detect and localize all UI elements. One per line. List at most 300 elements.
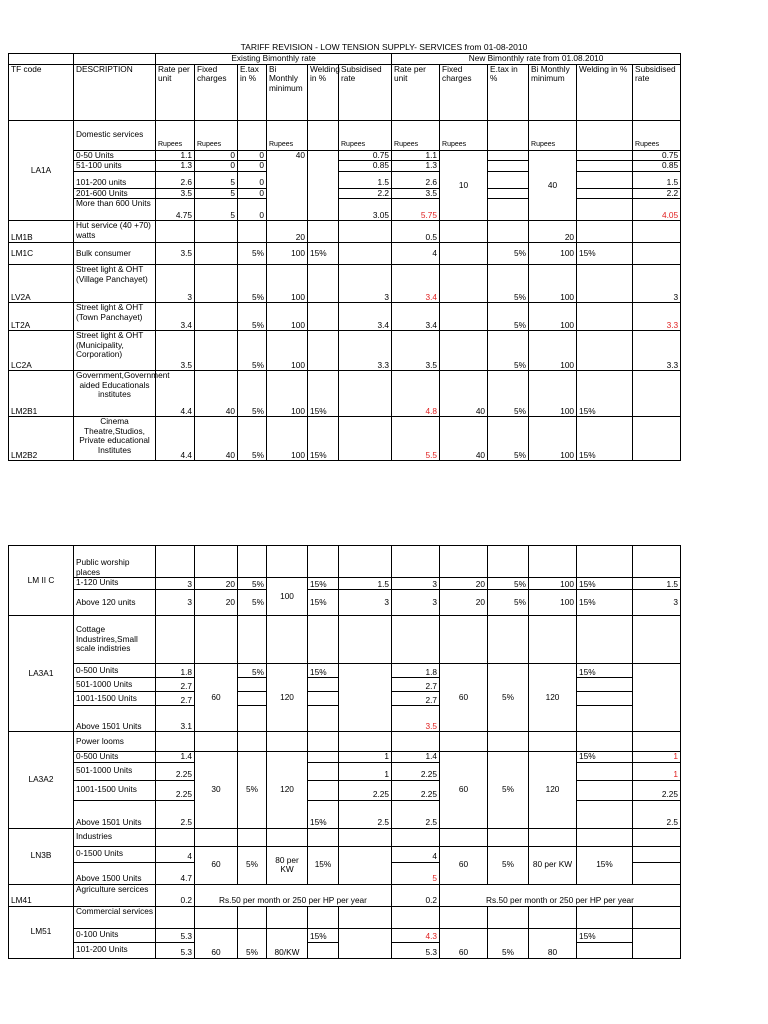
tf-code-lmiic: LM II C [9, 546, 74, 616]
new-group-header: New Bimonthly rate from 01.08.2010 [392, 54, 681, 65]
cell-value-revised: 3.4 [392, 265, 440, 303]
cell-value: 0 [195, 150, 238, 161]
cell-value: 3.4 [392, 303, 440, 331]
category-label: Domestic services [74, 120, 156, 150]
blank-cell [440, 906, 488, 928]
blank-cell [633, 906, 681, 928]
row-description: 0-100 Units [74, 928, 156, 942]
cell-value: 2.7 [156, 678, 195, 692]
blank-cell [577, 171, 633, 188]
blank-cell [577, 150, 633, 161]
row-description: Hut service (40 +70) watts [74, 221, 156, 243]
cell-value: 5 [195, 171, 238, 188]
cell-value [339, 221, 392, 243]
blank-cell [488, 828, 529, 846]
tf-code-la3a1: LA3A1 [9, 616, 74, 732]
table-row [9, 417, 681, 461]
cell-value: 4 [156, 846, 195, 862]
cell-value [577, 780, 633, 800]
cell-value: 20 [195, 590, 238, 616]
cell-value-revised: 5.5 [392, 417, 440, 461]
cell-value-revised: 5.75 [392, 199, 440, 221]
cell-value: 3.5 [156, 243, 195, 265]
cell-value: 120 [529, 664, 577, 732]
cell-value: 1.5 [633, 578, 681, 590]
cell-value: 100 [267, 417, 308, 461]
cell-value: 15% [308, 664, 339, 678]
blank-cell [308, 150, 339, 221]
cell-value: 0.85 [339, 161, 392, 172]
cell-value: 60 [195, 846, 238, 884]
cell-value [339, 371, 392, 417]
cell-value [440, 331, 488, 371]
tf-code: LM41 [9, 884, 74, 906]
cell-value [577, 265, 633, 303]
header-existing-etax: E.tax in % [238, 64, 267, 120]
table-row [9, 221, 681, 243]
cell-value: 3.1 [156, 706, 195, 732]
row-description: Above 1500 Units [74, 862, 156, 884]
cell-value: 20 [440, 590, 488, 616]
cell-value: 60 [440, 752, 488, 829]
blank-cell [488, 150, 529, 161]
cell-value: 2.25 [156, 762, 195, 780]
cell-value-revised: 4.8 [392, 371, 440, 417]
header-new-subsidised: Subsidised rate [633, 64, 681, 120]
cell-value: 3 [156, 265, 195, 303]
header-new-etax: E.tax in % [488, 64, 529, 120]
row-description: Above 1501 Units [74, 706, 156, 732]
blank-cell [308, 828, 339, 846]
cell-value: Rs.50 per month or 250 per HP per year [440, 884, 681, 906]
cell-value: 5 [195, 199, 238, 221]
cell-value: 60 [440, 928, 488, 958]
blank-cell [308, 678, 339, 692]
row-description: 501-1000 Units [74, 678, 156, 692]
tf-code-lm51: LM51 [9, 906, 74, 958]
unit-label: Rupees [156, 120, 195, 150]
tariff-table-lower [8, 545, 681, 959]
blank-cell [577, 546, 633, 578]
blank-cell [339, 828, 392, 846]
cell-value: 15% [577, 417, 633, 461]
cell-value: 2.5 [392, 800, 440, 828]
cell-value: 1.1 [156, 150, 195, 161]
cell-value: 3 [633, 265, 681, 303]
blank-cell [577, 199, 633, 221]
blank-cell [339, 664, 392, 732]
cell-value: 5% [238, 578, 267, 590]
cell-value: 15% [308, 371, 339, 417]
blank-cell [308, 706, 339, 732]
unit-label: Rupees [195, 120, 238, 150]
blank-cell [529, 732, 577, 752]
blank-cell [633, 862, 681, 884]
cell-value: 15% [577, 752, 633, 763]
blank-cell [577, 678, 633, 692]
cell-value [633, 221, 681, 243]
blank-cell [577, 828, 633, 846]
cell-value: 3.3 [339, 331, 392, 371]
blank-cell [238, 692, 267, 706]
tariff-table-upper [8, 53, 681, 461]
cell-value: 60 [440, 846, 488, 884]
blank-cell [529, 616, 577, 664]
cell-value-revised: 4.3 [392, 928, 440, 942]
cell-value [633, 371, 681, 417]
category-label: Power looms [74, 732, 156, 752]
cell-value [577, 800, 633, 828]
blank-cell [488, 906, 529, 928]
cell-value: 2.25 [156, 780, 195, 800]
cell-value: 5% [488, 928, 529, 958]
blank-cell [195, 906, 238, 928]
blank-cell [488, 188, 529, 199]
cell-value [308, 762, 339, 780]
row-description: Agriculture sercices [74, 884, 156, 906]
cell-value: 4.7 [156, 862, 195, 884]
blank-cell [238, 732, 267, 752]
cell-value: 5% [238, 371, 267, 417]
cell-value: 15% [577, 578, 633, 590]
cell-value: 5% [238, 331, 267, 371]
cell-value: 15% [308, 243, 339, 265]
blank-cell [339, 732, 392, 752]
existing-group-header: Existing Bimonthly rate [156, 54, 392, 65]
cell-value: 5% [238, 303, 267, 331]
cell-value: 5% [488, 752, 529, 829]
blank-cell [238, 616, 267, 664]
cell-value: 40 [195, 417, 238, 461]
header-existing-rate: Rate per unit [156, 64, 195, 120]
cell-value: 0.2 [392, 884, 440, 906]
cell-value: 0.2 [156, 884, 195, 906]
blank-cell [267, 546, 308, 578]
blank-cell [529, 546, 577, 578]
cell-value: 5% [488, 664, 529, 732]
row-description: 0-1500 Units [74, 846, 156, 862]
cell-value: 3.05 [339, 199, 392, 221]
cell-value: 2.5 [633, 800, 681, 828]
row-description: 101-200 units [74, 171, 156, 188]
blank-cell [577, 706, 633, 732]
blank-cell [238, 546, 267, 578]
cell-value: 100 [529, 371, 577, 417]
blank-cell [339, 906, 392, 928]
cell-value [156, 221, 195, 243]
cell-value: 5% [488, 265, 529, 303]
cell-value: 3.4 [339, 303, 392, 331]
cell-value: 40 [440, 417, 488, 461]
cell-value-revised: 4.05 [633, 199, 681, 221]
blank-cell [392, 732, 440, 752]
blank-cell [440, 732, 488, 752]
cell-value: 80/KW [267, 928, 308, 958]
cell-value: 3 [392, 590, 440, 616]
header-new-welding: Welding in % [577, 64, 633, 120]
cell-value: 3.5 [392, 331, 440, 371]
category-label: Public worship places [74, 546, 156, 578]
cell-value [195, 265, 238, 303]
cell-value: 5% [238, 752, 267, 829]
cell-value: 100 [267, 578, 308, 616]
cell-value: 1.5 [633, 171, 681, 188]
row-description: Government,Government aided Educationals institutes [74, 371, 156, 417]
blank-cell [577, 188, 633, 199]
cell-value: 120 [267, 752, 308, 829]
cell-value: 1.8 [156, 664, 195, 678]
cell-value [308, 303, 339, 331]
category-label: Cottage Industrires,Small scale indistries [74, 616, 156, 664]
cell-value: 40 [195, 371, 238, 417]
row-description: 0-50 Units [74, 150, 156, 161]
cell-value: 0.5 [392, 221, 440, 243]
cell-value: 0.75 [633, 150, 681, 161]
cell-value: 100 [529, 243, 577, 265]
cell-value [339, 243, 392, 265]
cell-value: 2.5 [339, 800, 392, 828]
row-description: 0-500 Units [74, 664, 156, 678]
unit-label: Rupees [440, 120, 488, 150]
cell-value: 15% [308, 928, 339, 942]
blank-cell [392, 828, 440, 846]
cell-value: 5% [238, 590, 267, 616]
header-new-bimonthly: Bi Monthly minimum [529, 64, 577, 120]
cell-value: 5% [488, 846, 529, 884]
cell-value: 1.3 [156, 161, 195, 172]
blank-cell [577, 906, 633, 928]
cell-value: 3 [633, 590, 681, 616]
unit-label: Rupees [339, 120, 392, 150]
header-new-fixed: Fixed charges [440, 64, 488, 120]
cell-value: 20 [529, 221, 577, 243]
tf-code: LM1B [9, 221, 74, 243]
cell-value-revised: 1 [633, 762, 681, 780]
cell-value: 0 [195, 161, 238, 172]
blank-cell [238, 706, 267, 732]
cell-value: 40 [267, 150, 308, 221]
page-title: TARIFF REVISION - LOW TENSION SUPPLY- SERVICES from 01-08-2010 [240, 42, 528, 52]
cell-value [633, 417, 681, 461]
cell-value [195, 331, 238, 371]
cell-value: 3 [156, 578, 195, 590]
table-row [9, 243, 681, 265]
blank-cell [156, 546, 195, 578]
cell-value-revised: 5 [392, 862, 440, 884]
cell-value: 30 [195, 752, 238, 829]
blank-cell [633, 828, 681, 846]
row-description: 1-120 Units [74, 578, 156, 590]
cell-value: 4 [392, 243, 440, 265]
table-row [9, 303, 681, 331]
cell-value [577, 762, 633, 780]
cell-value: 100 [529, 578, 577, 590]
header-description: DESCRIPTION [74, 64, 156, 120]
cell-value: 1 [339, 762, 392, 780]
cell-value: 60 [195, 928, 238, 958]
cell-value: 5% [238, 664, 267, 678]
cell-value: 40 [529, 150, 577, 221]
blank-cell [633, 732, 681, 752]
table-row [9, 331, 681, 371]
cell-value [308, 942, 339, 958]
cell-value: 60 [440, 664, 488, 732]
blank-cell [308, 732, 339, 752]
blank-cell [488, 732, 529, 752]
cell-value: 5% [488, 243, 529, 265]
cell-value: 3.5 [156, 188, 195, 199]
blank-cell [238, 120, 267, 150]
blank-cell [156, 906, 195, 928]
blank-cell [308, 546, 339, 578]
tf-code-la1a: LA1A [9, 120, 74, 221]
cell-value: 15% [308, 590, 339, 616]
blank-cell [488, 616, 529, 664]
header-tf-code: TF code [9, 64, 74, 120]
blank-cell [195, 546, 238, 578]
blank-cell [488, 546, 529, 578]
blank-cell [74, 54, 156, 65]
cell-value [577, 221, 633, 243]
cell-value: 20 [440, 578, 488, 590]
cell-value: 15% [308, 578, 339, 590]
blank-cell [308, 692, 339, 706]
cell-value: 3.3 [633, 331, 681, 371]
cell-value: 2.7 [392, 678, 440, 692]
cell-value: 2.6 [392, 171, 440, 188]
cell-value: 15% [308, 417, 339, 461]
blank-cell [339, 928, 392, 958]
blank-cell [156, 616, 195, 664]
blank-cell [267, 828, 308, 846]
cell-value: 2.7 [392, 692, 440, 706]
cell-value: 80 per KW [529, 846, 577, 884]
cell-value: 100 [267, 371, 308, 417]
cell-value: 2.25 [633, 780, 681, 800]
blank-cell [633, 546, 681, 578]
blank-cell [392, 616, 440, 664]
row-description: 0-500 Units [74, 752, 156, 763]
cell-value: 15% [577, 243, 633, 265]
cell-value: 80 per KW [267, 846, 308, 884]
cell-value: 15% [577, 846, 633, 884]
cell-value: 1.5 [339, 171, 392, 188]
cell-value: 40 [440, 371, 488, 417]
cell-value-revised: 3.5 [392, 706, 440, 732]
blank-cell [529, 828, 577, 846]
cell-value-revised: 1 [633, 752, 681, 763]
blank-cell [308, 120, 339, 150]
cell-value: 5% [238, 846, 267, 884]
blank-cell [267, 732, 308, 752]
cell-value: 20 [195, 578, 238, 590]
cell-value: 5.3 [156, 942, 195, 958]
cell-value [440, 303, 488, 331]
cell-value: 1.8 [392, 664, 440, 678]
cell-value: 3.5 [156, 331, 195, 371]
cell-value [577, 331, 633, 371]
blank-cell [440, 828, 488, 846]
cell-value: 0 [238, 161, 267, 172]
row-description: 1001-1500 Units [74, 780, 156, 800]
category-label: Commercial services [74, 906, 156, 928]
cell-value [440, 243, 488, 265]
blank-cell [488, 161, 529, 172]
cell-value: 2.25 [392, 780, 440, 800]
cell-value: 1.4 [156, 752, 195, 763]
cell-value: 5% [488, 578, 529, 590]
cell-value: 15% [308, 800, 339, 828]
cell-value: 5% [238, 417, 267, 461]
blank-cell [267, 616, 308, 664]
cell-value [195, 303, 238, 331]
blank-cell [633, 928, 681, 958]
blank-cell [195, 732, 238, 752]
header-new-rate: Rate per unit [392, 64, 440, 120]
row-description: Above 1501 Units [74, 800, 156, 828]
unit-label: Rupees [633, 120, 681, 150]
unit-label: Rupees [267, 120, 308, 150]
row-description: Street light & OHT (Municipality, Corporation) [74, 331, 156, 371]
cell-value: 15% [577, 664, 633, 678]
cell-value: 4.4 [156, 371, 195, 417]
cell-value: 15% [577, 928, 633, 942]
blank-cell [267, 906, 308, 928]
cell-value: 0.85 [633, 161, 681, 172]
cell-value: 1 [339, 752, 392, 763]
cell-value: 5.3 [392, 942, 440, 958]
table-row [9, 265, 681, 303]
cell-value: 5% [238, 928, 267, 958]
header-existing-fixed: Fixed charges [195, 64, 238, 120]
cell-value: 15% [308, 846, 339, 884]
tf-code: LV2A [9, 265, 74, 303]
blank-cell [488, 199, 529, 221]
blank-cell [488, 120, 529, 150]
blank-cell [392, 906, 440, 928]
cell-value: 1.3 [392, 161, 440, 172]
cell-value [577, 942, 633, 958]
row-description: Street light & OHT (Village Panchayet) [74, 265, 156, 303]
cell-value: 120 [529, 752, 577, 829]
blank-cell [9, 54, 74, 65]
cell-value: 5% [488, 303, 529, 331]
header-existing-subsidised: Subsidised rate [339, 64, 392, 120]
row-description: Above 120 units [74, 590, 156, 616]
header-existing-bimonthly: Bi Monthly minimum [267, 64, 308, 120]
cell-value [308, 221, 339, 243]
row-description: Cinema Theatre,Studios, Private educational Institutes [74, 417, 156, 461]
cell-value: 100 [529, 265, 577, 303]
tf-code: LM2B1 [9, 371, 74, 417]
cell-value: 20 [267, 221, 308, 243]
row-description: 51-100 units [74, 161, 156, 172]
cell-value: 3.4 [156, 303, 195, 331]
blank-cell [308, 906, 339, 928]
cell-value: 100 [267, 243, 308, 265]
cell-value [488, 221, 529, 243]
cell-value: 100 [529, 303, 577, 331]
cell-value-revised: 3.3 [633, 303, 681, 331]
cell-value: 4 [392, 846, 440, 862]
tf-code-la3a2: LA3A2 [9, 732, 74, 829]
blank-cell [238, 678, 267, 692]
cell-value: 100 [529, 331, 577, 371]
cell-value: 2.6 [156, 171, 195, 188]
row-description: 501-1000 Units [74, 762, 156, 780]
cell-value: 2.2 [633, 188, 681, 199]
cell-value: 2.25 [392, 762, 440, 780]
